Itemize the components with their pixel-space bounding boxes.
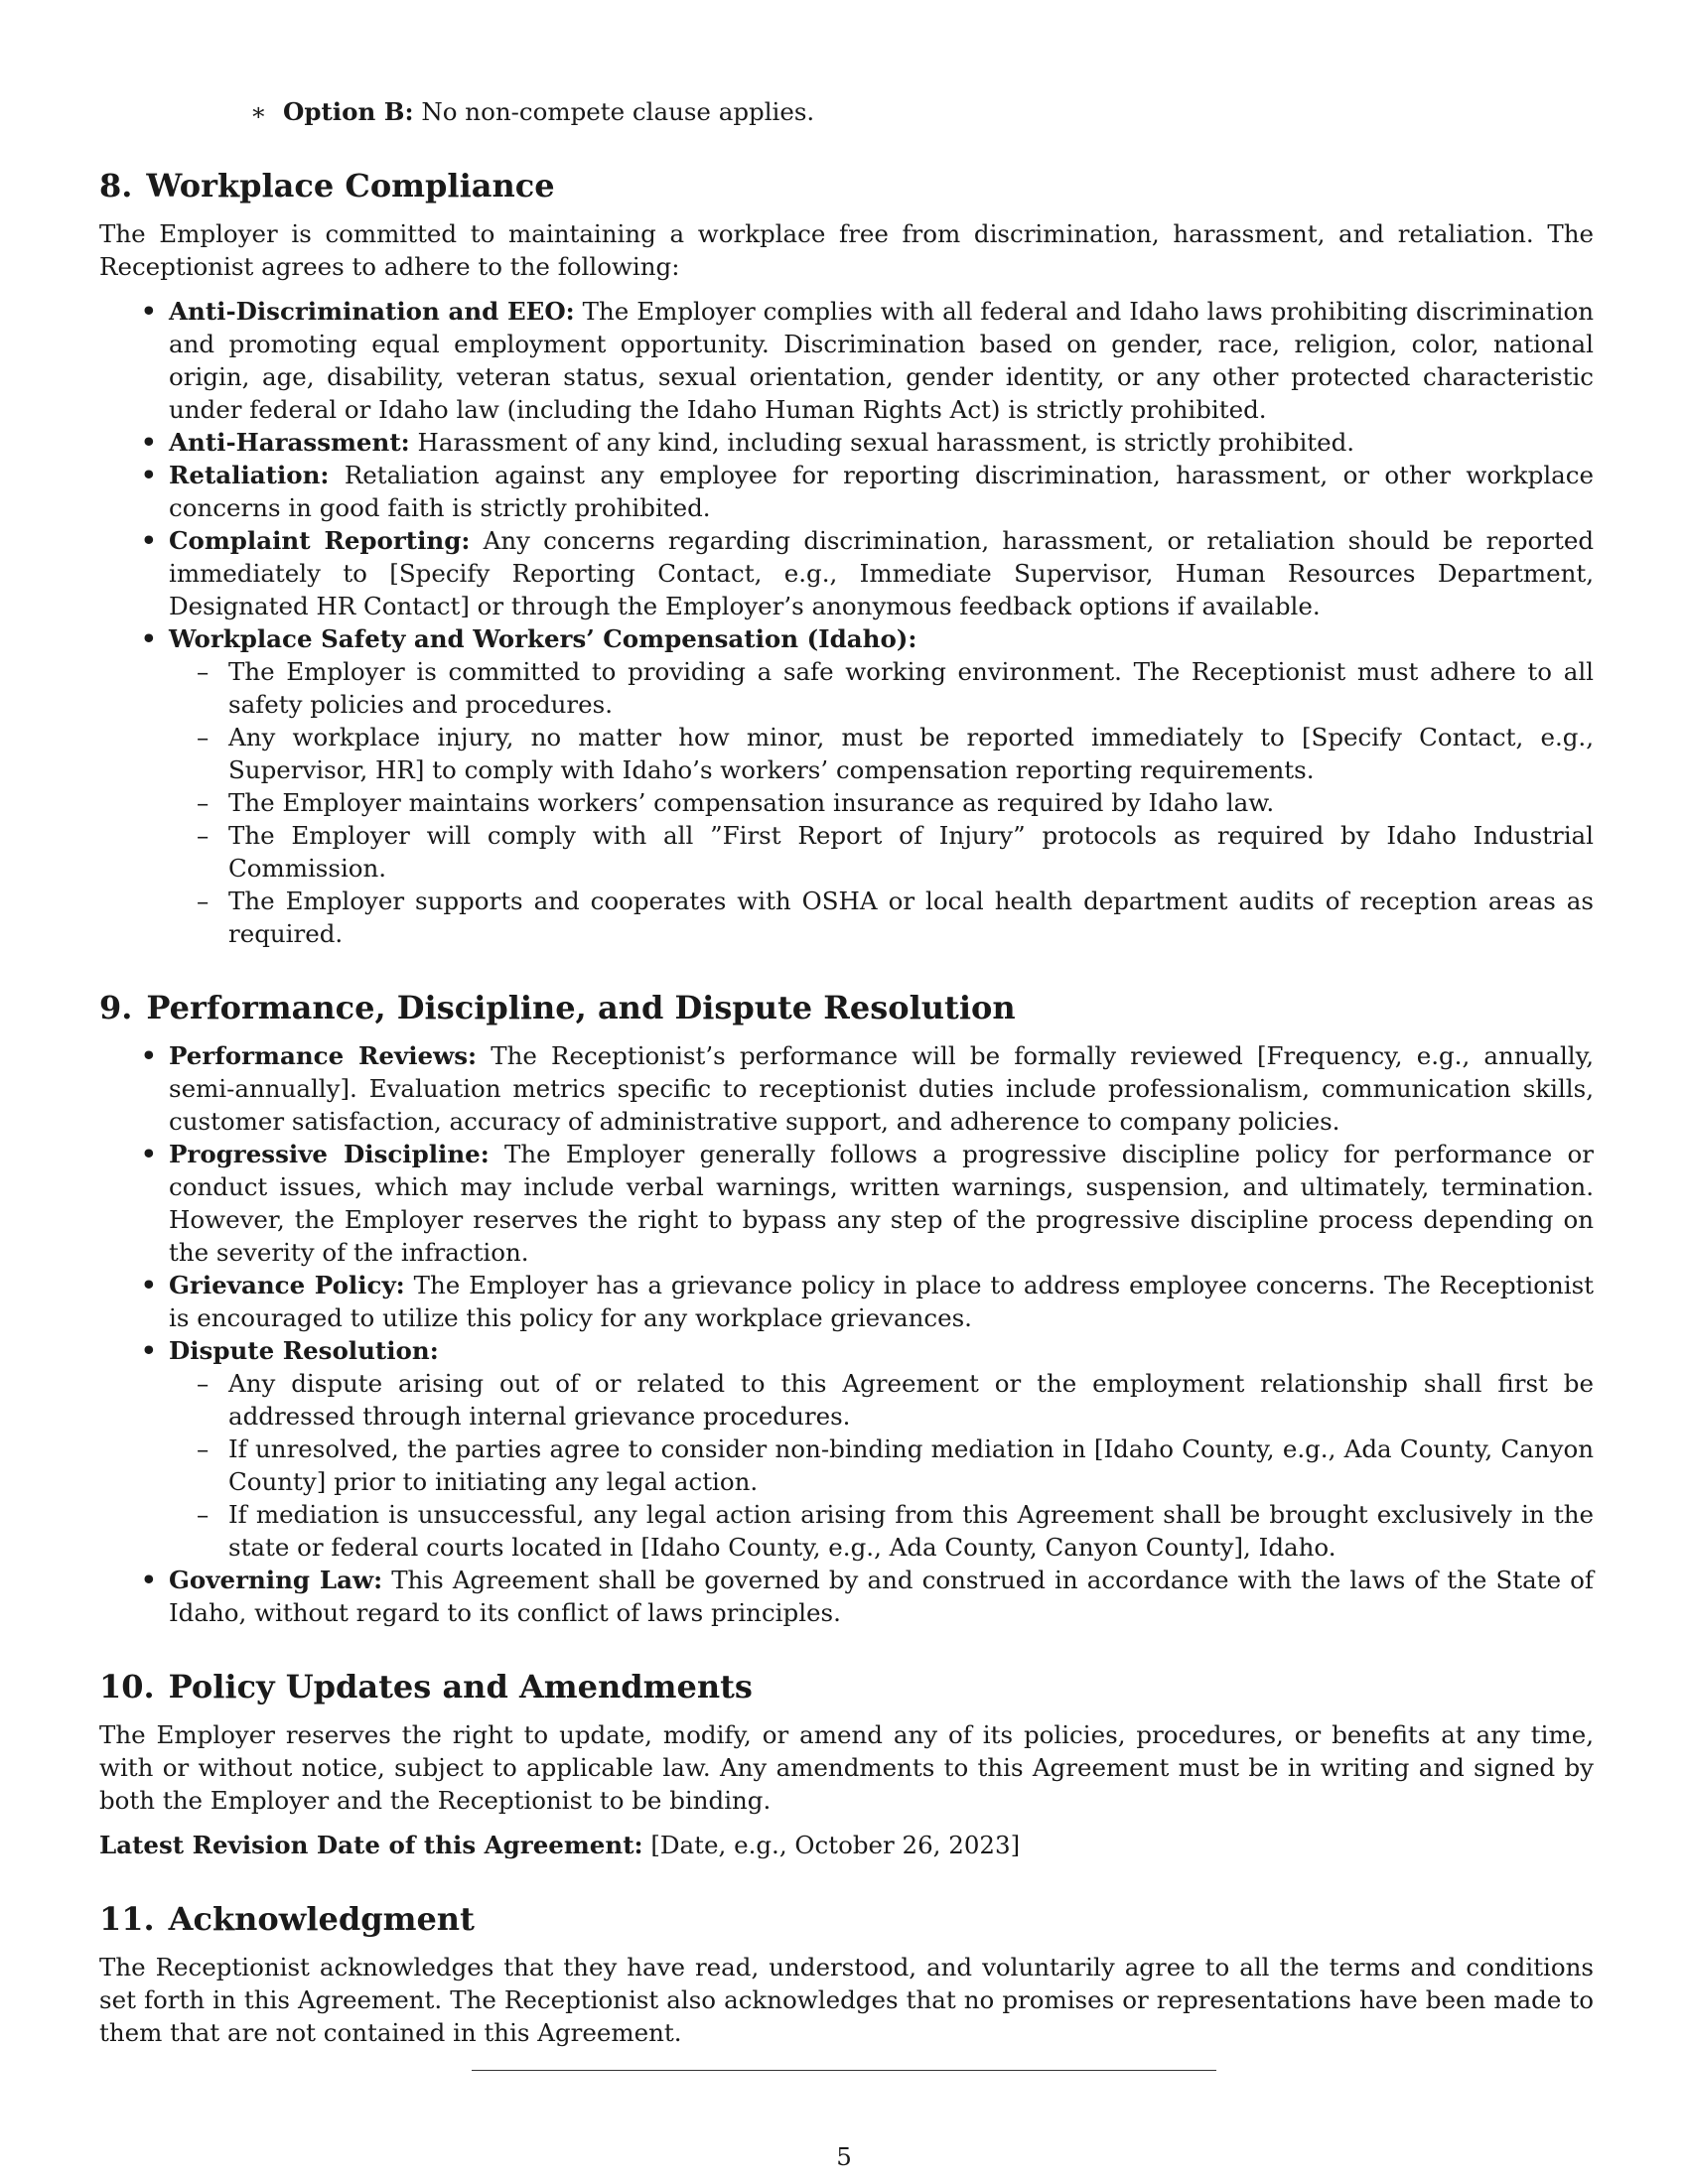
- item-label: Retaliation:: [169, 461, 330, 489]
- section-8-number: 8.: [99, 167, 133, 205]
- dash-bullet: –: [197, 788, 210, 817]
- revision-date-label: Latest Revision Date of this Agreement:: [99, 1831, 643, 1859]
- bullet: •: [141, 1566, 157, 1594]
- dash-bullet: –: [197, 657, 210, 686]
- option-b-label: Option B:: [283, 97, 414, 126]
- list-item: [99, 1138, 1594, 1269]
- item-text: The Receptionist’s performance will be formally reviewed [Frequency, e.g., annually, semi-annually]. Evaluation metrics specific to receptionist duties include professionalism, communication skills, customer satisfaction, accuracy of administrative support, and adherence to company policies.: [169, 1041, 1595, 1136]
- item-label: Grievance Policy:: [169, 1271, 405, 1299]
- section-11-title: Acknowledgment: [168, 1900, 475, 1938]
- section-10-title: Policy Updates and Amendments: [168, 1668, 753, 1706]
- item-text: This Agreement shall be governed by and construed in accordance with the laws of the State of Idaho, without regard to its conflict of laws principles.: [169, 1566, 1594, 1627]
- item-text: Retaliation against any employee for reporting discrimination, harassment, or other workplace concerns in good faith is strictly prohibited.: [169, 461, 1594, 522]
- revision-date-line: [99, 1829, 1594, 1861]
- bullet: •: [141, 624, 157, 653]
- safety-sublist: [169, 655, 1594, 950]
- subitem-text: The Employer maintains workers’ compensation insurance as required by Idaho law.: [228, 788, 1275, 817]
- sublist-item: [169, 786, 1594, 819]
- option-b-item: [99, 95, 1594, 128]
- section-10-body: The Employer reserves the right to update, modify, or amend any of its policies, procedures, or benefits at any time, with or without notice, subject to applicable law. Any amendments to this Agreement must be in writing and signed by both the Employer and the Receptionist to be binding.: [99, 1720, 1594, 1815]
- bullet: •: [141, 428, 157, 457]
- item-label: Complaint Reporting:: [169, 526, 471, 555]
- item-text: The Employer complies with all federal and Idaho laws prohibiting discrimination and promoting equal employment opportunity. Discrimination based on gender, race, religion, color, national origin, age, disability, veteran status, sexual orientation, gender identity, or any other protected characteristic under federal or Idaho law (including the Idaho Human Rights Act) is strictly prohibited.: [169, 297, 1594, 424]
- section-8-title: Workplace Compliance: [146, 167, 555, 205]
- list-item: [99, 459, 1594, 524]
- dash-bullet: –: [197, 1500, 210, 1529]
- dash-bullet: –: [197, 723, 210, 751]
- bullet: •: [141, 1041, 157, 1070]
- item-label: Dispute Resolution:: [169, 1336, 439, 1365]
- item-label: Progressive Discipline:: [169, 1140, 490, 1168]
- dash-bullet: –: [197, 1434, 210, 1463]
- dash-bullet: –: [197, 887, 210, 915]
- subitem-text: Any workplace injury, no matter how minor, must be reported immediately to [Specify Contact, e.g., Supervisor, HR] to comply with Idaho’s workers’ compensation reporting requirements.: [228, 723, 1594, 784]
- option-b-text: No non-compete clause applies.: [413, 97, 815, 126]
- sublist-item: [169, 721, 1594, 786]
- bullet: •: [141, 297, 157, 326]
- subitem-text: Any dispute arising out of or related to this Agreement or the employment relationship shall first be addressed through internal grievance procedures.: [228, 1369, 1594, 1431]
- dispute-sublist: [169, 1367, 1594, 1564]
- list-item: [99, 1269, 1594, 1334]
- list-item: [99, 426, 1594, 459]
- subitem-text: If unresolved, the parties agree to consider non-binding mediation in [Idaho County, e.g., Ada County, Canyon County] prior to initiating any legal action.: [228, 1434, 1594, 1496]
- list-item: [99, 1334, 1594, 1564]
- bullet: •: [141, 1271, 157, 1299]
- bullet: •: [141, 461, 157, 489]
- item-label: Performance Reviews:: [169, 1041, 478, 1070]
- item-label: Anti-Discrimination and EEO:: [169, 297, 575, 326]
- sublist-item: [169, 1498, 1594, 1564]
- sublist-item: [169, 885, 1594, 950]
- subitem-text: The Employer is committed to providing a safe working environment. The Receptionist must adhere to all safety policies and procedures.: [228, 657, 1594, 719]
- sublist-item: [169, 819, 1594, 885]
- bullet: •: [141, 1336, 157, 1365]
- item-text: Any concerns regarding discrimination, harassment, or retaliation should be reported immediately to [Specify Reporting Contact, e.g., Immediate Supervisor, Human Resources Department, Designated HR Contact] or through the Employer’s anonymous feedback options if available.: [169, 526, 1595, 620]
- section-10-number: 10.: [99, 1668, 155, 1706]
- list-item: [99, 524, 1594, 622]
- dash-bullet: –: [197, 1369, 210, 1398]
- sublist-item: [169, 1433, 1594, 1498]
- dash-bullet: –: [197, 821, 210, 850]
- signature-line: [472, 2070, 1216, 2071]
- section-8-intro: The Employer is committed to maintaining a workplace free from discrimination, harassment, and retaliation. The Receptionist agrees to adhere to the following:: [99, 219, 1594, 281]
- item-text: The Employer generally follows a progressive discipline policy for performance or conduct issues, which may include verbal warnings, written warnings, suspension, and ultimately, termination. However, the Employer reserves the right to bypass any step of the progressive discipline process depending on the severity of the infraction.: [169, 1140, 1594, 1267]
- item-label: Anti-Harassment:: [169, 428, 410, 457]
- section-9-heading: [99, 988, 1594, 1027]
- section-11-body: The Receptionist acknowledges that they have read, understood, and voluntarily agree to all the terms and conditions set forth in this Agreement. The Receptionist also acknowledges that no promises or representations have been made to them that are not contained in this Agreement.: [99, 1953, 1594, 2047]
- list-item: [99, 622, 1594, 950]
- section-11-number: 11.: [99, 1900, 155, 1938]
- bullet: •: [141, 526, 157, 555]
- subitem-text: If mediation is unsuccessful, any legal action arising from this Agreement shall be brought exclusively in the state or federal courts located in [Idaho County, e.g., Ada County, Canyon County], Idaho.: [228, 1500, 1594, 1562]
- item-label: Governing Law:: [169, 1566, 383, 1594]
- section-9-list: [99, 1039, 1594, 1629]
- sublist-item: [169, 1367, 1594, 1433]
- section-8-heading: [99, 166, 1594, 205]
- item-text: The Employer has a grievance policy in place to address employee concerns. The Receptionist is encouraged to utilize this policy for any workplace grievances.: [169, 1271, 1594, 1332]
- list-item: [99, 295, 1594, 426]
- page-number: 5: [836, 2142, 852, 2171]
- star-bullet: ∗: [250, 97, 267, 126]
- section-9-number: 9.: [99, 989, 133, 1026]
- section-10-heading: [99, 1667, 1594, 1706]
- item-label: Workplace Safety and Workers’ Compensation (Idaho):: [169, 624, 917, 653]
- subitem-text: The Employer supports and cooperates with OSHA or local health department audits of reception areas as required.: [228, 887, 1594, 948]
- bullet: •: [141, 1140, 157, 1168]
- section-11-heading: [99, 1899, 1594, 1939]
- subitem-text: The Employer will comply with all ”First Report of Injury” protocols as required by Idaho Industrial Commission.: [228, 821, 1594, 883]
- item-text: Harassment of any kind, including sexual harassment, is strictly prohibited.: [409, 428, 1355, 457]
- section-8-list: [99, 295, 1594, 950]
- list-item: [99, 1564, 1594, 1629]
- section-9-title: Performance, Discipline, and Dispute Resolution: [146, 989, 1016, 1026]
- revision-date-value: [Date, e.g., October 26, 2023]: [642, 1831, 1021, 1859]
- list-item: [99, 1039, 1594, 1138]
- sublist-item: [169, 655, 1594, 721]
- document-page: [99, 95, 1594, 2049]
